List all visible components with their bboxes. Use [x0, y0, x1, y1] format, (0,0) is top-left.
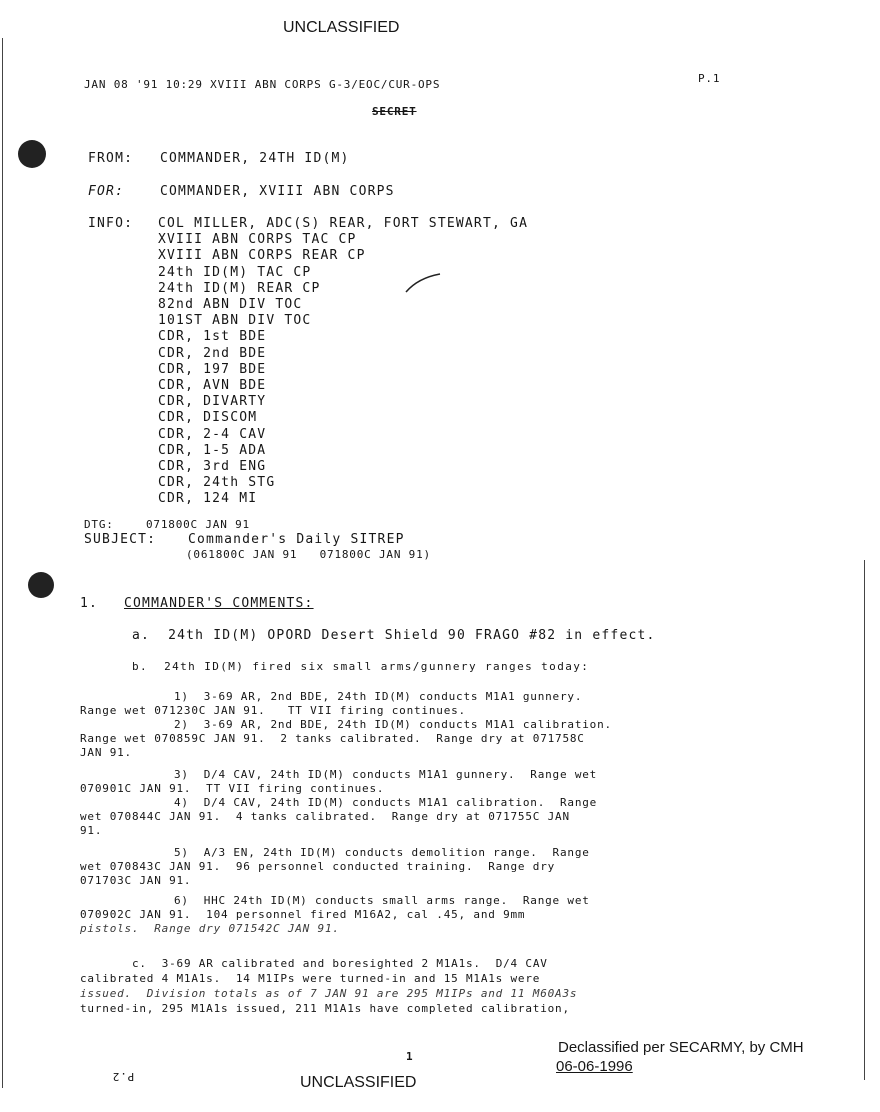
fax-footer: P.2: [112, 1070, 135, 1083]
info-item: CDR, 1-5 ADA: [158, 442, 267, 458]
item-line: Range wet 071230C JAN 91. TT VII firing continues.: [80, 704, 466, 717]
subject-label: SUBJECT:: [84, 532, 157, 547]
item-line: 5) A/3 EN, 24th ID(M) conducts demolition range. Range: [174, 846, 590, 859]
item-line: 2) 3-69 AR, 2nd BDE, 24th ID(M) conducts M1A1 calibration.: [174, 718, 612, 731]
item-line: JAN 91.: [80, 746, 132, 759]
info-item: 24th ID(M) REAR CP: [158, 280, 321, 296]
paragraph-c-line: c. 3-69 AR calibrated and boresighted 2 M1A1s. D/4 CAV: [132, 957, 548, 970]
fax-header: JAN 08 '91 10:29 XVIII ABN CORPS G-3/EOC/CUR-OPS: [84, 78, 441, 91]
page-number: P.1: [698, 72, 721, 85]
info-item: CDR, 2nd BDE: [158, 345, 267, 361]
info-list: [158, 216, 528, 508]
from-value: COMMANDER, 24TH ID(M): [160, 151, 350, 166]
item-line: wet 070844C JAN 91. 4 tanks calibrated. Range dry at 071755C JAN: [80, 810, 570, 823]
info-label: INFO:: [88, 216, 134, 231]
paragraph-c: [80, 956, 577, 1016]
pen-mark: [404, 272, 444, 296]
dtg-label: DTG:: [84, 518, 114, 531]
info-item: COL MILLER, ADC(S) REAR, FORT STEWART, GA: [158, 216, 529, 231]
info-item: 24th ID(M) TAC CP: [158, 264, 312, 280]
info-item: 101ST ABN DIV TOC: [158, 313, 312, 329]
margin-line: [2, 38, 3, 1088]
item-line: 6) HHC 24th ID(M) conducts small arms range. Range wet: [174, 894, 590, 907]
from-label: FROM:: [88, 151, 134, 166]
item-line: 071703C JAN 91.: [80, 874, 192, 887]
info-item: CDR, 197 BDE: [158, 361, 267, 377]
info-item: CDR, AVN BDE: [158, 378, 267, 394]
info-item: CDR, 124 MI: [158, 491, 258, 507]
item-line: 3) D/4 CAV, 24th ID(M) conducts M1A1 gunnery. Range wet: [174, 768, 598, 781]
punch-hole: [18, 140, 46, 168]
for-value: COMMANDER, XVIII ABN CORPS: [160, 184, 395, 199]
item-line: pistols. Range dry 071542C JAN 91.: [80, 922, 340, 935]
item-line: 070901C JAN 91. TT VII firing continues.: [80, 782, 385, 795]
classification-marking-bottom: UNCLASSIFIED: [300, 1074, 417, 1091]
info-item: XVIII ABN CORPS TAC CP: [158, 232, 357, 248]
paragraph-a: a. 24th ID(M) OPORD Desert Shield 90 FRAGO #82 in effect.: [132, 628, 656, 643]
section-title: COMMANDER'S COMMENTS:: [124, 596, 314, 611]
margin-line-right: [864, 560, 865, 1080]
page-marker: 1: [406, 1050, 414, 1063]
item-line: 4) D/4 CAV, 24th ID(M) conducts M1A1 calibration. Range: [174, 796, 598, 809]
paragraph-c-line: issued. Division totals as of 7 JAN 91 are 295 M1IPs and 11 M60A3s: [80, 987, 578, 1000]
paragraph-b: b. 24th ID(M) fired six small arms/gunnery ranges today:: [132, 660, 590, 673]
declassification-line-1: Declassified per SECARMY, by CMH: [558, 1039, 804, 1056]
item-line: 070902C JAN 91. 104 personnel fired M16A2, cal .45, and 9mm: [80, 908, 526, 921]
dtg-value: 071800C JAN 91: [146, 518, 250, 531]
info-item: CDR, DIVARTY: [158, 394, 267, 410]
classification-struck: SECRET: [372, 105, 417, 118]
section-number: 1.: [80, 596, 99, 611]
info-item: XVIII ABN CORPS REAR CP: [158, 248, 366, 264]
for-label: FOR:: [88, 184, 125, 199]
info-item: CDR, DISCOM: [158, 410, 258, 426]
info-item: CDR, 24th STG: [158, 475, 276, 491]
punch-hole: [28, 572, 54, 598]
classification-marking-top: UNCLASSIFIED: [283, 19, 400, 36]
item-line: Range wet 070859C JAN 91. 2 tanks calibrated. Range dry at 071758C: [80, 732, 585, 745]
item-line: wet 070843C JAN 91. 96 personnel conducted training. Range dry: [80, 860, 556, 873]
info-item: CDR, 3rd ENG: [158, 459, 267, 475]
paragraph-c-line: turned-in, 295 M1A1s issued, 211 M1A1s have completed calibration,: [80, 1002, 570, 1015]
info-item: CDR, 2-4 CAV: [158, 426, 267, 442]
declassification-line-2: 06-06-1996: [556, 1058, 633, 1075]
paragraph-c-line: calibrated 4 M1A1s. 14 M1IPs were turned-in and 15 M1A1s were: [80, 972, 541, 985]
item-line: 91.: [80, 824, 103, 837]
subject-line-1: Commander's Daily SITREP: [188, 532, 405, 547]
info-item: CDR, 1st BDE: [158, 329, 267, 345]
subject-line-2: (061800C JAN 91 071800C JAN 91): [186, 548, 431, 561]
item-line: 1) 3-69 AR, 2nd BDE, 24th ID(M) conducts M1A1 gunnery.: [174, 690, 583, 703]
info-item: 82nd ABN DIV TOC: [158, 297, 303, 313]
range-items: [80, 690, 612, 936]
